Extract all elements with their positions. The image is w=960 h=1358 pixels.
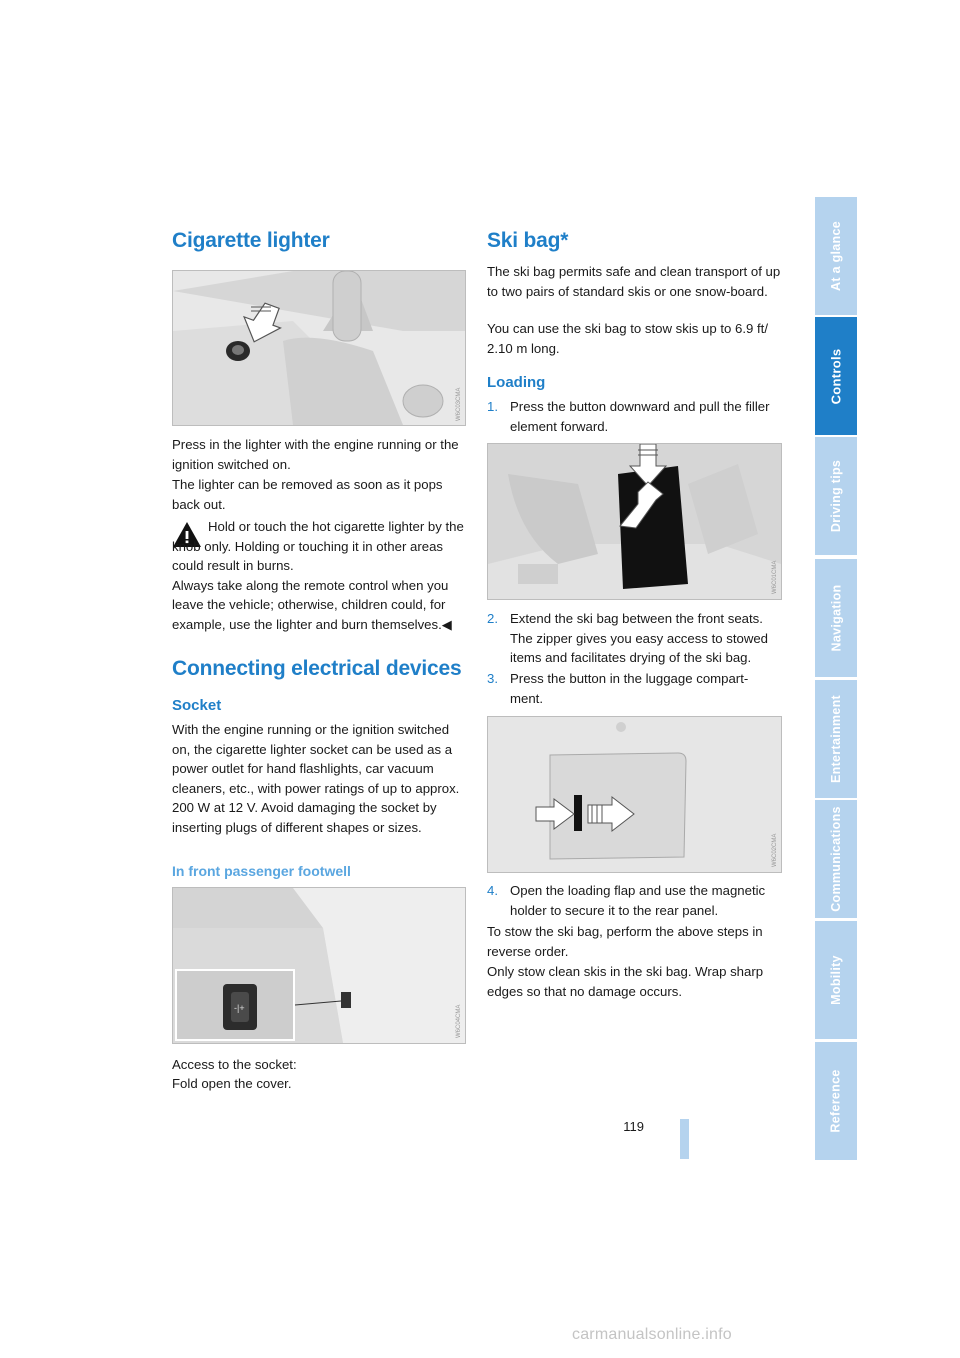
cigarette-paragraph-1: Press in the lighter with the engine running or the ignition switched on. <box>172 437 459 472</box>
socket-figure <box>172 887 466 1044</box>
tab-communications[interactable]: Communications <box>815 800 857 918</box>
figure-code: W6C03CMA <box>456 387 462 421</box>
cigarette-paragraph-2: The lighter can be removed as soon as it pops back out. <box>172 477 443 512</box>
svg-text:-|+: -|+ <box>234 1003 245 1013</box>
page-number: 119 <box>623 1119 644 1134</box>
step-2 <box>487 609 781 668</box>
tab-entertainment[interactable]: Entertainment <box>815 680 857 798</box>
warning-text: Hold or touch the hot cigarette lighter by the knob only. Holding or touching it in other areas could result in burns. <box>172 519 464 573</box>
ski-paragraph-2: You can use the ski bag to stow skis up to 6.9 ft/ 2.10 m long. <box>487 321 769 356</box>
socket-heading: Socket <box>172 697 222 714</box>
cigarette-lighter-heading: Cigarette lighter <box>172 229 330 252</box>
step-number: 4. <box>487 883 498 898</box>
step-number: 3. <box>487 671 498 686</box>
tab-at-a-glance[interactable]: At a glance <box>815 197 857 315</box>
cigarette-lighter-figure <box>172 270 466 426</box>
loading-heading: Loading <box>487 374 546 391</box>
connecting-heading: Connecting electrical devices <box>172 657 462 680</box>
step-text: Press the button in the luggage compart-ment. <box>510 671 749 706</box>
figure-code: W6C04CMA <box>456 1004 462 1038</box>
step-3 <box>487 669 781 708</box>
step-text: Open the loading flap and use the magnetic holder to secure it to the rear panel. <box>510 883 766 918</box>
access-line-1: Access to the socket: <box>172 1057 297 1072</box>
watermark: carmanualsonline.info <box>572 1326 732 1343</box>
end-mark: ◀ <box>441 616 452 632</box>
step-text: Press the button downward and pull the filler element forward. <box>510 399 770 434</box>
tab-reference[interactable]: Reference <box>815 1042 857 1160</box>
step-number: 1. <box>487 399 498 414</box>
ski-bag-figure-2 <box>487 716 782 873</box>
clean-paragraph: Only stow clean skis in the ski bag. Wrap sharp edges so that no damage occurs. <box>487 964 764 999</box>
socket-paragraph: With the engine running or the ignition switched on, the cigarette lighter socket can be used as a power outlet for hand flashlights, car vacuum cleaners, etc., with power ratings of up to approx. 200 W at 12 V. Avoid damaging the socket by inserting plugs of different shapes or sizes. <box>172 722 460 835</box>
ski-bag-figure-1 <box>487 443 782 600</box>
ski-bag-heading: Ski bag* <box>487 229 569 252</box>
tab-navigation[interactable]: Navigation <box>815 559 857 677</box>
stow-paragraph: To stow the ski bag, perform the above steps in reverse order. <box>487 924 763 959</box>
warning-block <box>172 517 464 634</box>
step-number: 2. <box>487 611 498 626</box>
ski-paragraph-1: The ski bag permits safe and clean transport of up to two pairs of standard skis or one snow-board. <box>487 264 781 299</box>
tab-controls[interactable]: Controls <box>815 317 857 435</box>
tab-mobility[interactable]: Mobility <box>815 921 857 1039</box>
figure-code: W6C02CMA <box>772 833 778 867</box>
page-marker-bar <box>680 1119 689 1159</box>
figure-code: W6C01CMA <box>772 560 778 594</box>
step-4 <box>487 881 781 920</box>
step-1 <box>487 397 781 436</box>
tab-driving-tips[interactable]: Driving tips <box>815 437 857 555</box>
warning-text-2: Always take along the remote control when you leave the vehicle; otherwise, children could, for example, use the lighter and burn themselves. <box>172 577 449 632</box>
access-line-2: Fold open the cover. <box>172 1076 292 1091</box>
step-text: Extend the ski bag between the front seats. The zipper gives you easy access to stowed items and facilitates drying of the ski bag. <box>510 611 769 665</box>
footwell-heading: In front passenger footwell <box>172 863 351 879</box>
